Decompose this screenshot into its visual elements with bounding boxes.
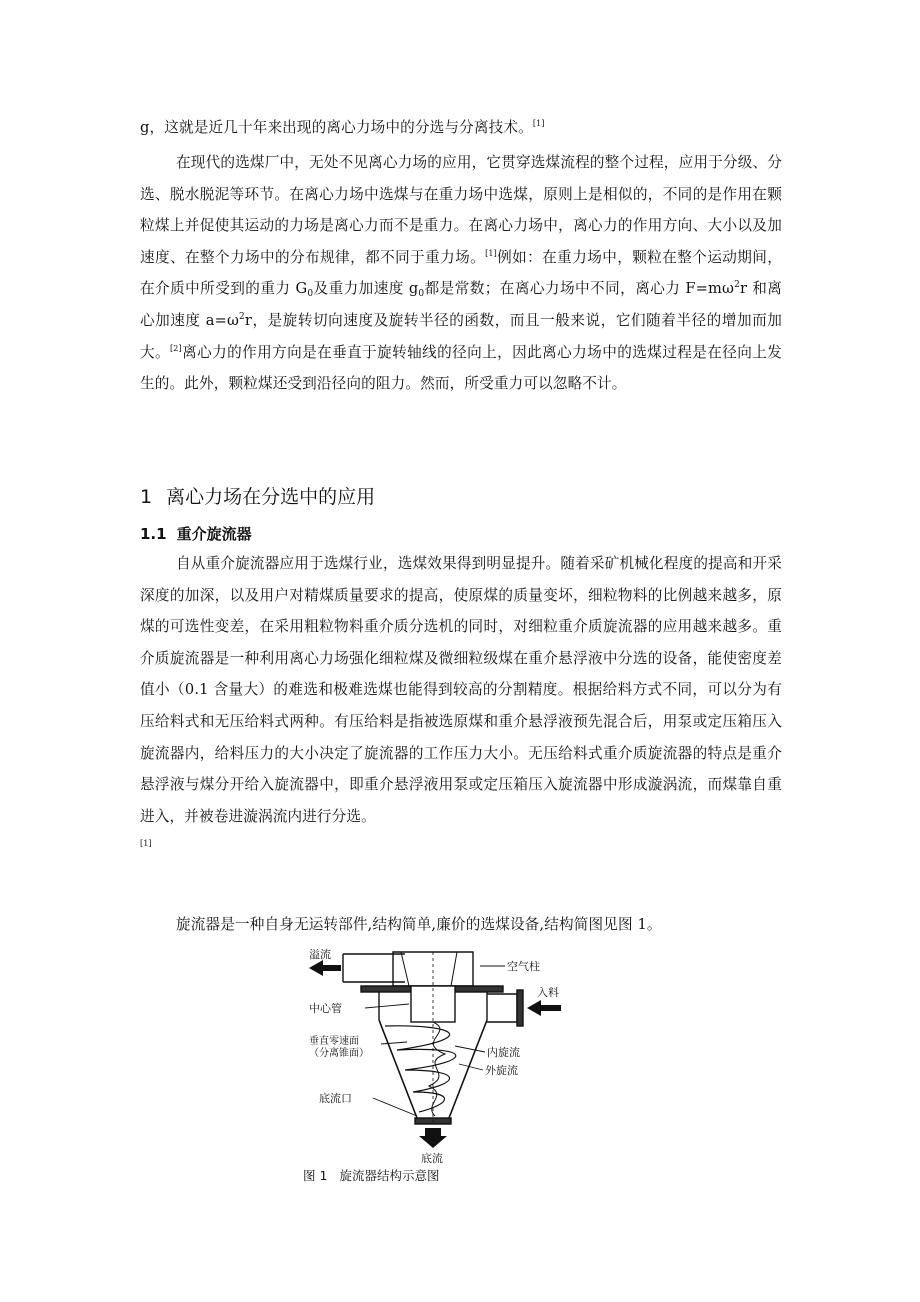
paragraph-text: 在现代的选煤厂中，无处不见离心力场的应用，它贯穿选煤流程的整个过程，应用于分级、分选、脱水脱泥等环节。在离心力场中选煤与在重力场中选煤，原则上是相似的，不同的是作用在颗粒煤上并促使其运动的力场是离心力而不是重力。在离心力场中，离心力的作用方向、大小以及加速度、在整个力场中的分布规律，都不同于重力场。 <box>140 154 782 266</box>
section-heading <box>140 482 375 512</box>
overflow-pipe <box>343 954 405 982</box>
paragraph-text: g，这就是近几十年来出现的离心力场中的分选与分离技术。 <box>140 119 533 136</box>
label-inner-vortex: 内旋流 <box>487 1046 520 1059</box>
paragraph-text: 旋流器是一种自身无运转部件,结构简单,廉价的选煤设备,结构简图见图 1。 <box>176 916 662 933</box>
label-center-pipe: 中心管 <box>309 1002 342 1015</box>
figure-number: 图 1 <box>303 1168 328 1183</box>
paragraph-figure-reference <box>140 909 782 941</box>
subscript: 0 <box>418 289 425 300</box>
figure-caption <box>303 1166 439 1186</box>
citation: [1] <box>532 119 545 128</box>
feed-inlet <box>487 994 517 1022</box>
section-number: 1 <box>140 486 153 508</box>
superscript: 2 <box>734 280 740 291</box>
label-overflow: 溢流 <box>309 948 331 961</box>
citation: [1] <box>140 839 152 849</box>
label-separation-cone: （分离锥面） <box>309 1048 369 1059</box>
citation: [1] <box>485 248 497 258</box>
label-zero-speed-surface: 垂直零速面 <box>309 1036 359 1047</box>
paragraph-dense-medium-cyclone <box>140 548 782 864</box>
paragraph-text: 例如：在重力场中，颗粒在整个运动期间，在介质中所受到的重力 G <box>140 248 782 298</box>
cyclone-figure <box>305 946 615 1166</box>
paragraph-text: 离心力的作用方向是在垂直于旋转轴线的径向上，因此离心力场中的选煤过程是在径向上发生的。此外，颗粒煤还受到沿径向的阻力。然而，所受重力可以忽略不计。 <box>140 343 782 393</box>
label-underflow-port: 底流口 <box>319 1092 352 1105</box>
paragraph-text: r 和离心加速度 a=ω <box>140 280 783 329</box>
paragraph-text: 自从重介旋流器应用于选煤行业，选煤效果得到明显提升。随着采矿机械化程度的提高和开采深度的加深，以及用户对精煤质量要求的提高，使原煤的质量变坏，细粒物料的比例越来越多，原煤的可选性变差，在采用粗粒物料重介质分选机的同时，对细粒重介质旋流器的应用越来越多。重介质旋流器是一种利用离心力场强化细粒煤及微细粒级煤在重介悬浮液中分选的设备，能使密度差值小（0.1 含量大）的难选和极难选煤也能得到较高的分割精度。根据给料方式不同，可以分为有压给料式和无压给料式两种。有压给料是指被选原煤和重介悬浮液预先混合后，用泵或定压箱压入旋流器内，给料压力的大小决定了旋流器的工作压力大小。无压给料式重介质旋流器的特点是重介悬浮液与煤分开给入旋流器中，即重介悬浮液用泵或定压箱压入旋流器中形成漩涡流，而煤靠自重进入，并被卷进漩涡流内进行分选。 <box>140 555 782 825</box>
paragraph-text: r，是旋转切向速度及旋转半径的函数，而且一般来说，它们随着半径的增加而加大。 <box>140 311 782 361</box>
underflow-arrow-icon <box>419 1128 447 1148</box>
paragraph-text: 及重力加速度 g <box>313 280 419 298</box>
center-pipe <box>411 986 455 1022</box>
label-underflow: 底流 <box>421 1152 443 1165</box>
subsection-number: 1.1 <box>140 525 167 543</box>
citation: [2] <box>170 343 182 353</box>
subsection-title: 重介旋流器 <box>176 525 252 543</box>
label-feed: 入料 <box>537 986 559 999</box>
subscript: 0 <box>307 289 314 300</box>
label-air-column: 空气柱 <box>507 960 540 973</box>
feed-arrow-icon <box>527 1000 561 1016</box>
section-title: 离心力场在分选中的应用 <box>166 486 376 508</box>
outer-vortex-spiral <box>385 1026 456 1112</box>
overflow-arrow-icon <box>309 960 341 976</box>
figure-title: 旋流器结构示意图 <box>339 1168 440 1183</box>
paragraph-intro-end <box>140 112 782 144</box>
label-outer-vortex: 外旋流 <box>485 1064 518 1077</box>
subsection-heading <box>140 520 252 548</box>
superscript: 2 <box>239 311 245 322</box>
paragraph-text: 都是常数；在离心力场中不同，离心力 F=mω <box>424 280 735 298</box>
cyclone-diagram <box>305 946 615 1166</box>
paragraph-centrifugal-field <box>140 147 782 400</box>
